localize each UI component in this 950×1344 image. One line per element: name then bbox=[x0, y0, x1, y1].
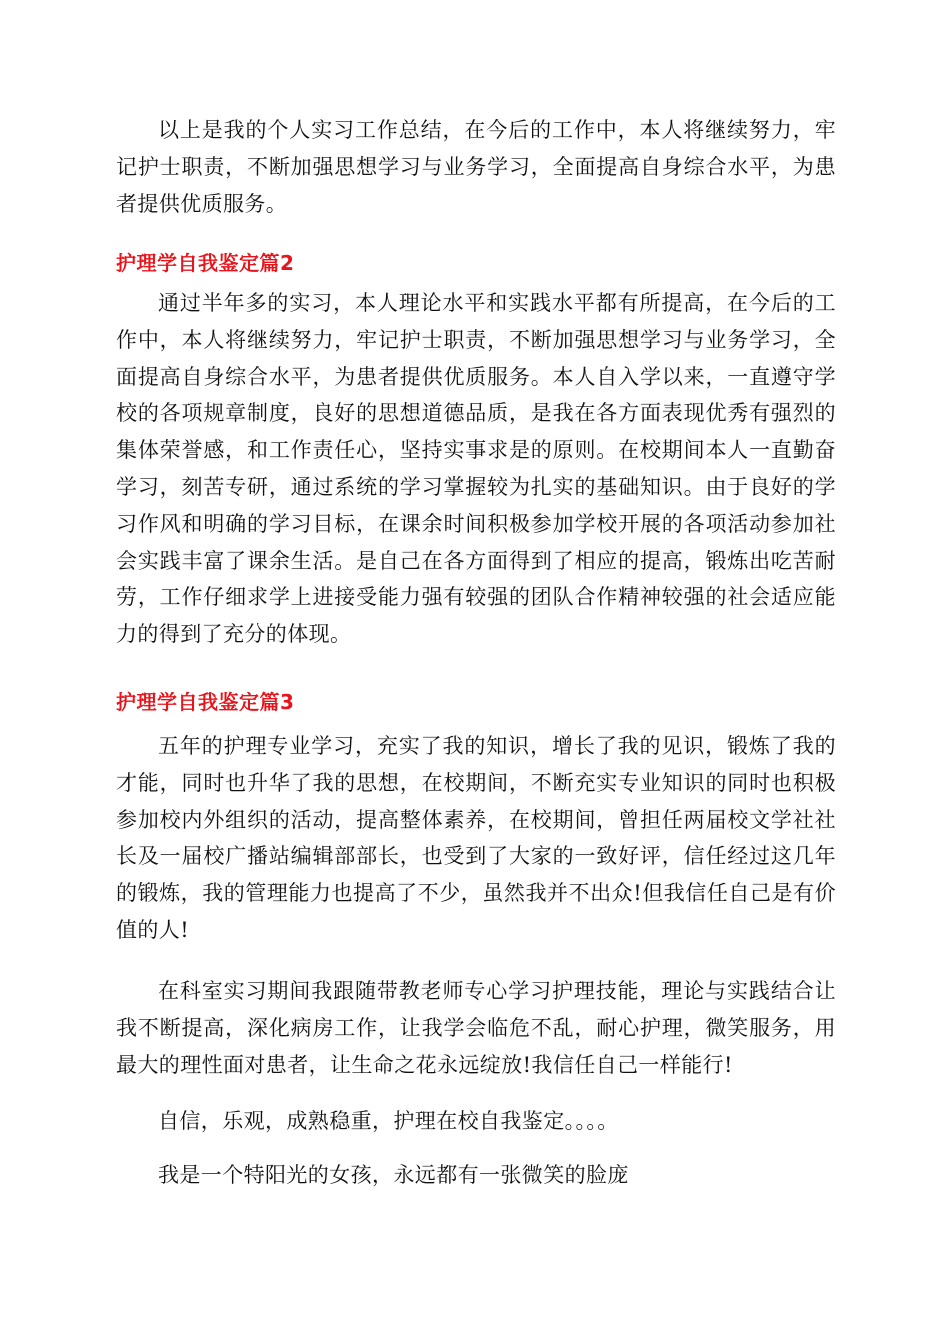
section3-paragraph3-block bbox=[116, 1103, 836, 1140]
section3-heading-block bbox=[116, 688, 836, 716]
section2-heading-block bbox=[116, 249, 836, 277]
section3-paragraph3: 自信，乐观，成熟稳重，护理在校自我鉴定。。。。 bbox=[158, 1109, 619, 1133]
section2-heading: 护理学自我鉴定篇2 bbox=[116, 251, 295, 275]
intro-paragraph: 以上是我的个人实习工作总结，在今后的工作中，本人将继续努力，牢记护士职责，不断加强思想学习与业务学习，全面提高自身综合水平，为患者提供优质服务。 bbox=[116, 118, 836, 216]
section2-paragraph: 通过半年多的实习，本人理论水平和实践水平都有所提高，在今后的工作中，本人将继续努力，牢记护士职责，不断加强思想学习与业务学习，全面提高自身综合水平，为患者提供优质服务。本人自入学以来，一直遵守学校的各项规章制度，良好的思想道德品质，是我在各方面表现优秀有强烈的集体荣誉感，和工作责任心，坚持实事求是的原则。在校期间本人一直勤奋学习，刻苦专研，通过系统的学习掌握较为扎实的基础知识。由于良好的学习作风和明确的学习目标，在课余时间积极参加学校开展的各项活动参加社会实践丰富了课余生活。是自己在各方面得到了相应的提高，锻炼出吃苦耐劳，工作仔细求学上进接受能力强有较强的团队合作精神较强的社会适应能力的得到了充分的体现。 bbox=[116, 291, 836, 647]
section3-paragraph4-block bbox=[116, 1157, 836, 1194]
section2-block bbox=[116, 285, 836, 653]
section3-heading: 护理学自我鉴定篇3 bbox=[116, 690, 295, 714]
section3-paragraph2-block bbox=[116, 973, 836, 1083]
section3-paragraph4: 我是一个特阳光的女孩，永远都有一张微笑的脸庞 bbox=[158, 1163, 629, 1187]
section3-paragraph1-block bbox=[116, 728, 836, 949]
intro-block bbox=[116, 112, 836, 222]
section3-paragraph1: 五年的护理专业学习，充实了我的知识，增长了我的见识，锻炼了我的才能，同时也升华了我的思想，在校期间，不断充实专业知识的同时也积极参加校内外组织的活动，提高整体素养，在校期间，曾担任两届校文学社社长及一届校广播站编辑部部长，也受到了大家的一致好评，信任经过这几年的锻炼，我的管理能力也提高了不少，虽然我并不出众!但我信任自己是有价值的人! bbox=[116, 734, 836, 942]
section3-paragraph2: 在科室实习期间我跟随带教老师专心学习护理技能，理论与实践结合让我不断提高，深化病房工作，让我学会临危不乱，耐心护理，微笑服务，用最大的理性面对患者，让生命之花永远绽放!我信任自己一样能行! bbox=[116, 979, 836, 1077]
